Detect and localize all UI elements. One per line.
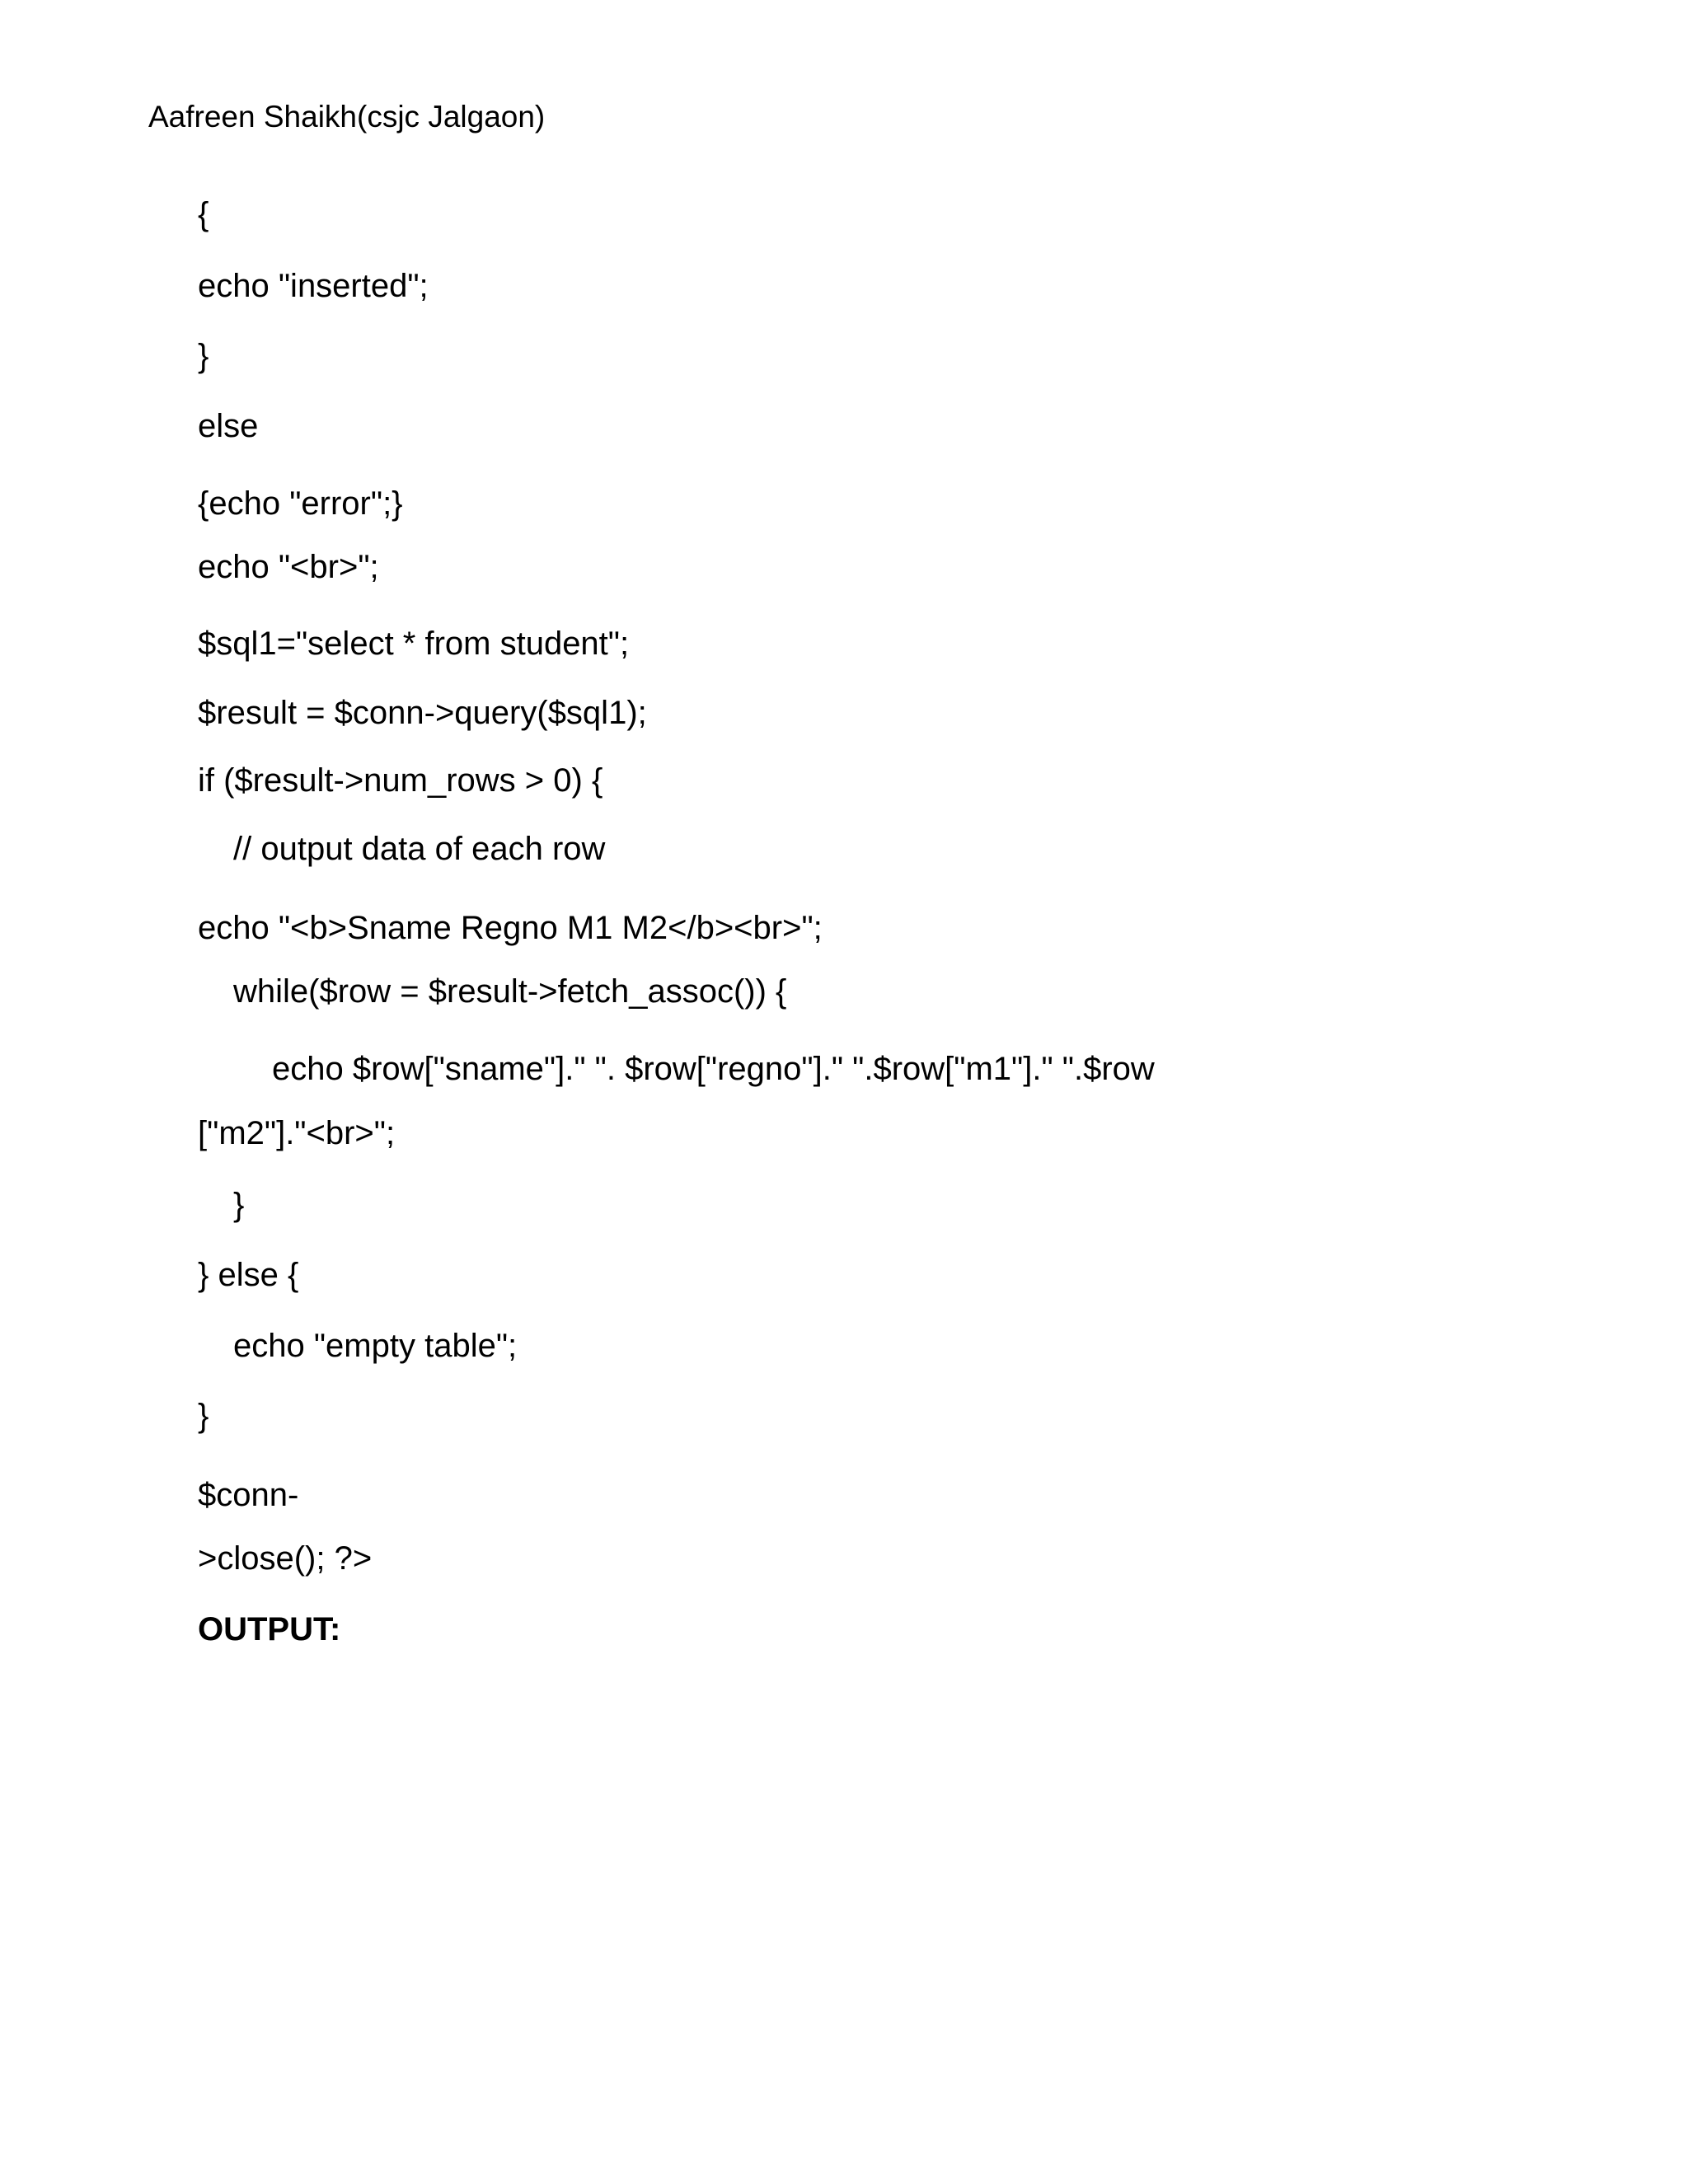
code-line-11: echo "<b>Sname Regno M1 M2</b><br>"; <box>198 910 823 946</box>
code-line-18: } <box>198 1398 209 1434</box>
code-line-17: echo "empty table"; <box>233 1328 518 1364</box>
code-line-16: } else { <box>198 1257 299 1293</box>
code-line-15: } <box>233 1187 245 1223</box>
code-line-13: echo $row["sname"]." ". $row["regno"]." ".$row["m1"]." ".$row <box>272 1051 1155 1087</box>
code-line-5: {echo "error";} <box>198 485 403 522</box>
code-line-2: echo "inserted"; <box>198 268 429 304</box>
code-line-8: $result = $conn->query($sql1); <box>198 695 647 731</box>
code-line-12: while($row = $result->fetch_assoc()) { <box>233 973 787 1010</box>
code-line-20: >close(); ?> <box>198 1540 373 1577</box>
code-line-19: $conn- <box>198 1477 299 1513</box>
page-header-author: Aafreen Shaikh(csjc Jalgaon) <box>148 100 546 134</box>
code-line-14: ["m2"]."<br>"; <box>198 1115 396 1151</box>
code-line-4: else <box>198 408 259 444</box>
code-line-9: if ($result->num_rows > 0) { <box>198 762 603 799</box>
code-line-3: } <box>198 338 209 374</box>
code-line-1: { <box>198 196 209 232</box>
output-heading: OUTPUT: <box>198 1611 341 1647</box>
code-line-10: // output data of each row <box>233 831 606 867</box>
code-line-6: echo "<br>"; <box>198 549 379 585</box>
code-line-7: $sql1="select * from student"; <box>198 626 630 662</box>
